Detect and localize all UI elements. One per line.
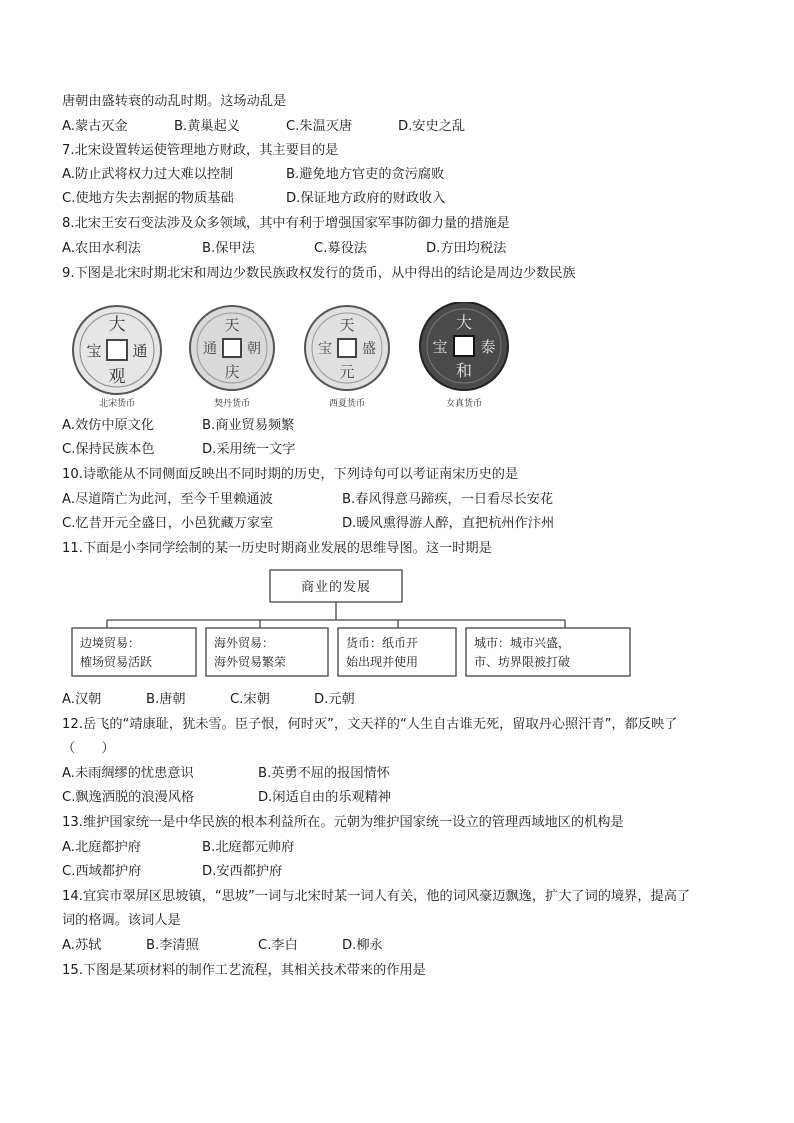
coins-figure <box>62 302 522 414</box>
q11-option-c: C.宋朝 <box>230 692 270 707</box>
q14-option-c: C.李白 <box>258 938 298 953</box>
q7-option-d: D.保证地方政府的财政收入 <box>286 191 446 206</box>
q14-stem-line-2: 词的格调。该词人是 <box>62 913 181 928</box>
q15-stem: 15.下图是某项材料的制作工艺流程，其相关技术带来的作用是 <box>62 963 426 978</box>
coin-1-char-left: 宝 <box>86 342 102 360</box>
coin-western-xia <box>305 306 389 409</box>
coin-4-char-bottom: 和 <box>455 361 473 380</box>
mindmap-box-1-line-1: 边境贸易： <box>80 636 141 650</box>
q14-stem-line-1: 14.宜宾市翠屏区思坡镇，“思坡”一词与北宋时某一词人有关，他的词风豪迈飘逸，扩大了词的境界，提高了 <box>62 889 691 904</box>
coin-4-char-left: 宝 <box>432 338 448 356</box>
q7-option-a: A.防止武将权力过大难以控制 <box>62 167 234 182</box>
coin-1-caption: 北宋货币 <box>98 399 136 409</box>
q6-option-c: C.朱温灭唐 <box>286 119 353 134</box>
q13-stem: 13.维护国家统一是中华民族的根本利益所在。元朝为维护国家统一设立的管理西域地区的机构是 <box>62 815 624 830</box>
coin-4-char-top: 大 <box>455 313 473 332</box>
q13-option-d: D.安西都护府 <box>202 864 283 879</box>
coin-2-char-bottom: 庆 <box>224 363 240 381</box>
coin-jurchen <box>420 302 508 409</box>
q10-option-a: A.尽道隋亡为此河，至今千里赖通波 <box>62 492 273 507</box>
coin-2-char-left: 通 <box>203 341 217 357</box>
coin-khitan <box>190 306 274 409</box>
q7-stem: 7.北宋设置转运使管理地方财政，其主要目的是 <box>62 143 339 158</box>
q10-option-c: C.忆昔开元全盛日，小邑犹藏万家室 <box>62 516 274 531</box>
coin-3-char-top: 天 <box>339 316 355 334</box>
coin-3-char-left: 宝 <box>318 341 332 357</box>
q13-option-b: B.北庭都元帅府 <box>202 840 295 855</box>
q12-option-b: B.英勇不屈的报国情怀 <box>258 766 390 781</box>
coin-3-char-bottom: 元 <box>339 363 355 381</box>
coin-1-char-right: 通 <box>132 342 148 360</box>
q12-option-a: A.未雨绸缪的忧患意识 <box>62 766 194 781</box>
mindmap-root-title: 商业的发展 <box>300 580 372 595</box>
q11-option-d: D.元朝 <box>314 692 355 707</box>
q13-option-c: C.西域都护府 <box>62 864 142 879</box>
q8-option-d: D.方田均税法 <box>426 241 507 256</box>
q6-option-a: A.蒙古灭金 <box>62 119 128 134</box>
coin-4-char-right: 泰 <box>480 338 496 356</box>
mindmap-box-4-line-2: 市、坊界限被打破 <box>474 655 571 669</box>
q9-option-d: D.采用统一文字 <box>202 442 296 457</box>
q13-option-a: A.北庭都护府 <box>62 840 141 855</box>
mindmap-box-2-line-1: 海外贸易： <box>214 636 275 650</box>
q7-option-c: C.使地方失去割据的物质基础 <box>62 191 234 206</box>
mindmap-box-1-line-2: 榷场贸易活跃 <box>80 655 153 669</box>
mindmap-box-4-line-1: 城市：城市兴盛， <box>474 636 571 650</box>
q14-option-b: B.李清照 <box>146 938 199 953</box>
q11-stem: 11.下面是小李同学绘制的某一历史时期商业发展的思维导图。这一时期是 <box>62 541 492 556</box>
q10-stem: 10.诗歌能从不同侧面反映出不同时期的历史，下列诗句可以考证南宋历史的是 <box>62 467 519 482</box>
q14-option-a: A.苏轼 <box>62 938 102 953</box>
q11-option-b: B.唐朝 <box>146 692 186 707</box>
coin-2-char-right: 朝 <box>247 341 261 357</box>
q14-option-d: D.柳永 <box>342 938 383 953</box>
q7-option-b: B.避免地方官吏的贪污腐败 <box>286 167 445 182</box>
coin-northern-song <box>73 306 161 409</box>
mindmap-figure <box>62 568 642 680</box>
coin-2-char-top: 天 <box>224 316 240 334</box>
mindmap-box-3-line-2: 始出现并使用 <box>346 655 419 669</box>
q10-option-b: B.春风得意马蹄疾，一日看尽长安花 <box>342 492 554 507</box>
q8-option-b: B.保甲法 <box>202 241 255 256</box>
q12-option-c: C.飘逸洒脱的浪漫风格 <box>62 790 195 805</box>
q6-stem-tail: 唐朝由盛转衰的动乱时期。这场动乱是 <box>62 94 287 109</box>
mindmap-box-3-line-1: 货币：纸币开 <box>346 636 419 650</box>
q10-option-d: D.暖风熏得游人醉，直把杭州作汴州 <box>342 516 555 531</box>
q9-stem: 9.下图是北宋时期北宋和周边少数民族政权发行的货币，从中得出的结论是周边少数民族 <box>62 266 576 281</box>
q11-option-a: A.汉朝 <box>62 692 102 707</box>
coin-3-char-right: 盛 <box>362 341 376 357</box>
q9-option-c: C.保持民族本色 <box>62 442 155 457</box>
mindmap-box-2-line-2: 海外贸易繁荣 <box>214 655 287 669</box>
q6-option-b: B.黄巢起义 <box>174 119 240 134</box>
q6-option-d: D.安史之乱 <box>398 119 466 134</box>
coin-4-caption: 女真货币 <box>445 399 483 409</box>
q12-answer-blank: （ ） <box>62 741 115 756</box>
q12-option-d: D.闲适自由的乐观精神 <box>258 790 392 805</box>
q9-option-a: A.效仿中原文化 <box>62 418 155 433</box>
coin-1-char-bottom: 观 <box>108 367 126 387</box>
q8-option-c: C.募役法 <box>314 241 367 256</box>
q8-stem: 8.北宋王安石变法涉及众多领域，其中有利于增强国家军事防御力量的措施是 <box>62 216 510 231</box>
coin-1-char-top: 大 <box>108 315 126 335</box>
q12-stem: 12.岳飞的“靖康耻，犹未雪。臣子恨，何时灭”，文天祥的“人生自古谁无死，留取丹心照汗青”，都反映了 <box>62 717 678 732</box>
q8-option-a: A.农田水利法 <box>62 241 141 256</box>
coin-3-caption: 西夏货币 <box>328 399 366 409</box>
coin-2-caption: 契丹货币 <box>213 399 251 409</box>
q9-option-b: B.商业贸易频繁 <box>202 418 295 433</box>
